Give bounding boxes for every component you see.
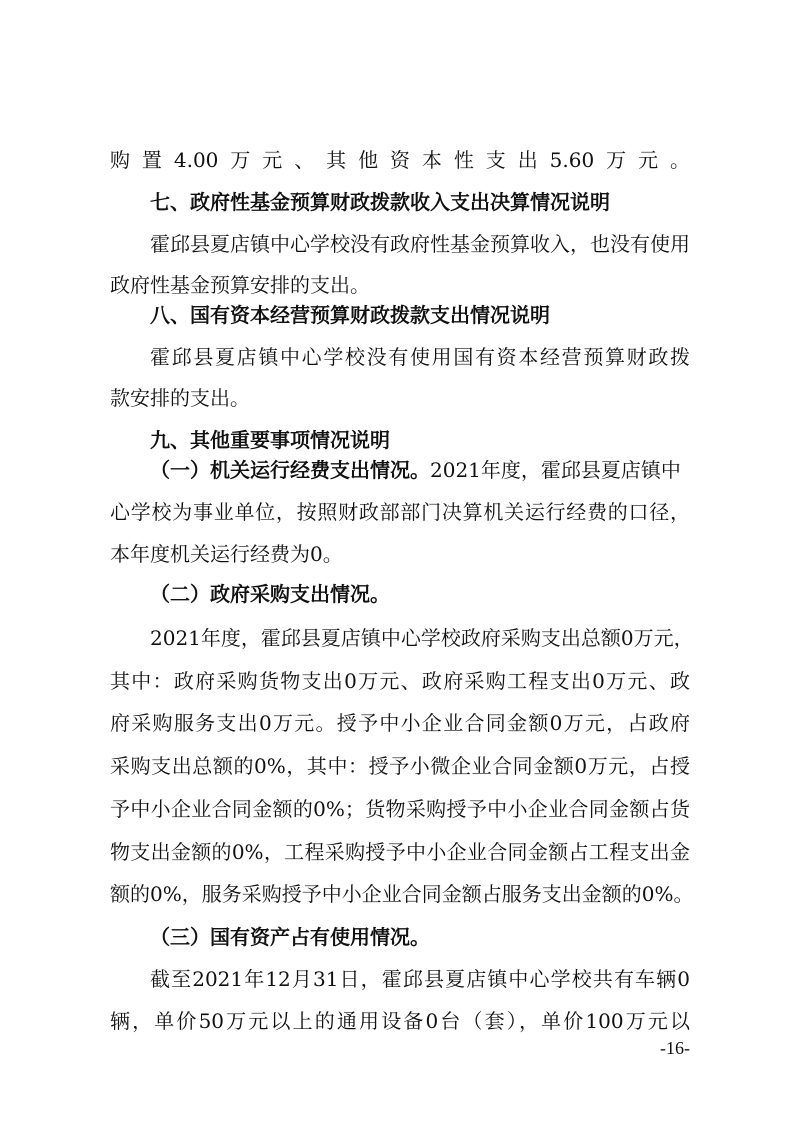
paragraph-line: 府采购服务支出0万元。授予中小企业合同金额0万元，占政府 (110, 711, 690, 735)
subsection-line (150, 456, 690, 484)
paragraph-line: 霍邱县夏店镇中心学校没有政府性基金预算收入，也没有使用 (150, 232, 690, 256)
section-heading-7: 七、政府性基金预算财政拨款收入支出决算情况说明 (150, 190, 610, 214)
paragraph-line: 心学校为事业单位，按照财政部部门决算机关运行经费的口径， (110, 500, 690, 524)
paragraph-line: 霍邱县夏店镇中心学校没有使用国有资本经营预算财政拨 (150, 345, 690, 369)
page-number: -16- (660, 1038, 690, 1058)
paragraph-line: 物支出金额的0%，工程采购授予中小企业合同金额占工程支出金 (110, 840, 690, 864)
paragraph-line: 本年度机关运行经费为0。 (110, 542, 343, 566)
paragraph-line: 购置4.00万元、其他资本性支出5.60万元。 (110, 148, 690, 172)
paragraph-text: 2021年度，霍邱县夏店镇中 (430, 458, 681, 482)
paragraph-line: 款安排的支出。 (110, 386, 250, 410)
paragraph-line: 予中小企业合同金额的0%；货物采购授予中小企业合同金额占货 (110, 797, 690, 821)
paragraph-line: 截至2021年12月31日，霍邱县夏店镇中心学校共有车辆0 (150, 967, 690, 991)
paragraph-line: 其中：政府采购货物支出0万元、政府采购工程支出0万元、政 (110, 669, 690, 693)
paragraph-line: 政府性基金预算安排的支出。 (110, 273, 370, 297)
paragraph-line: 辆，单价50万元以上的通用设备0台（套），单价100万元以 (110, 1009, 690, 1033)
subsection-heading-1: （一）机关运行经费支出情况。 (150, 458, 430, 482)
paragraph-line: 2021年度，霍邱县夏店镇中心学校政府采购支出总额0万元， (150, 626, 694, 650)
section-heading-9: 九、其他重要事项情况说明 (150, 428, 390, 452)
subsection-heading-2: （二）政府采购支出情况。 (150, 582, 390, 606)
paragraph-line: 额的0%，服务采购授予中小企业合同金额占服务支出金额的0%。 (110, 882, 694, 906)
section-heading-8: 八、国有资本经营预算财政拨款支出情况说明 (150, 303, 550, 327)
subsection-heading-3: （三）国有资产占有使用情况。 (150, 925, 430, 949)
paragraph-line: 采购支出总额的0%，其中：授予小微企业合同金额0万元，占授 (110, 754, 690, 778)
